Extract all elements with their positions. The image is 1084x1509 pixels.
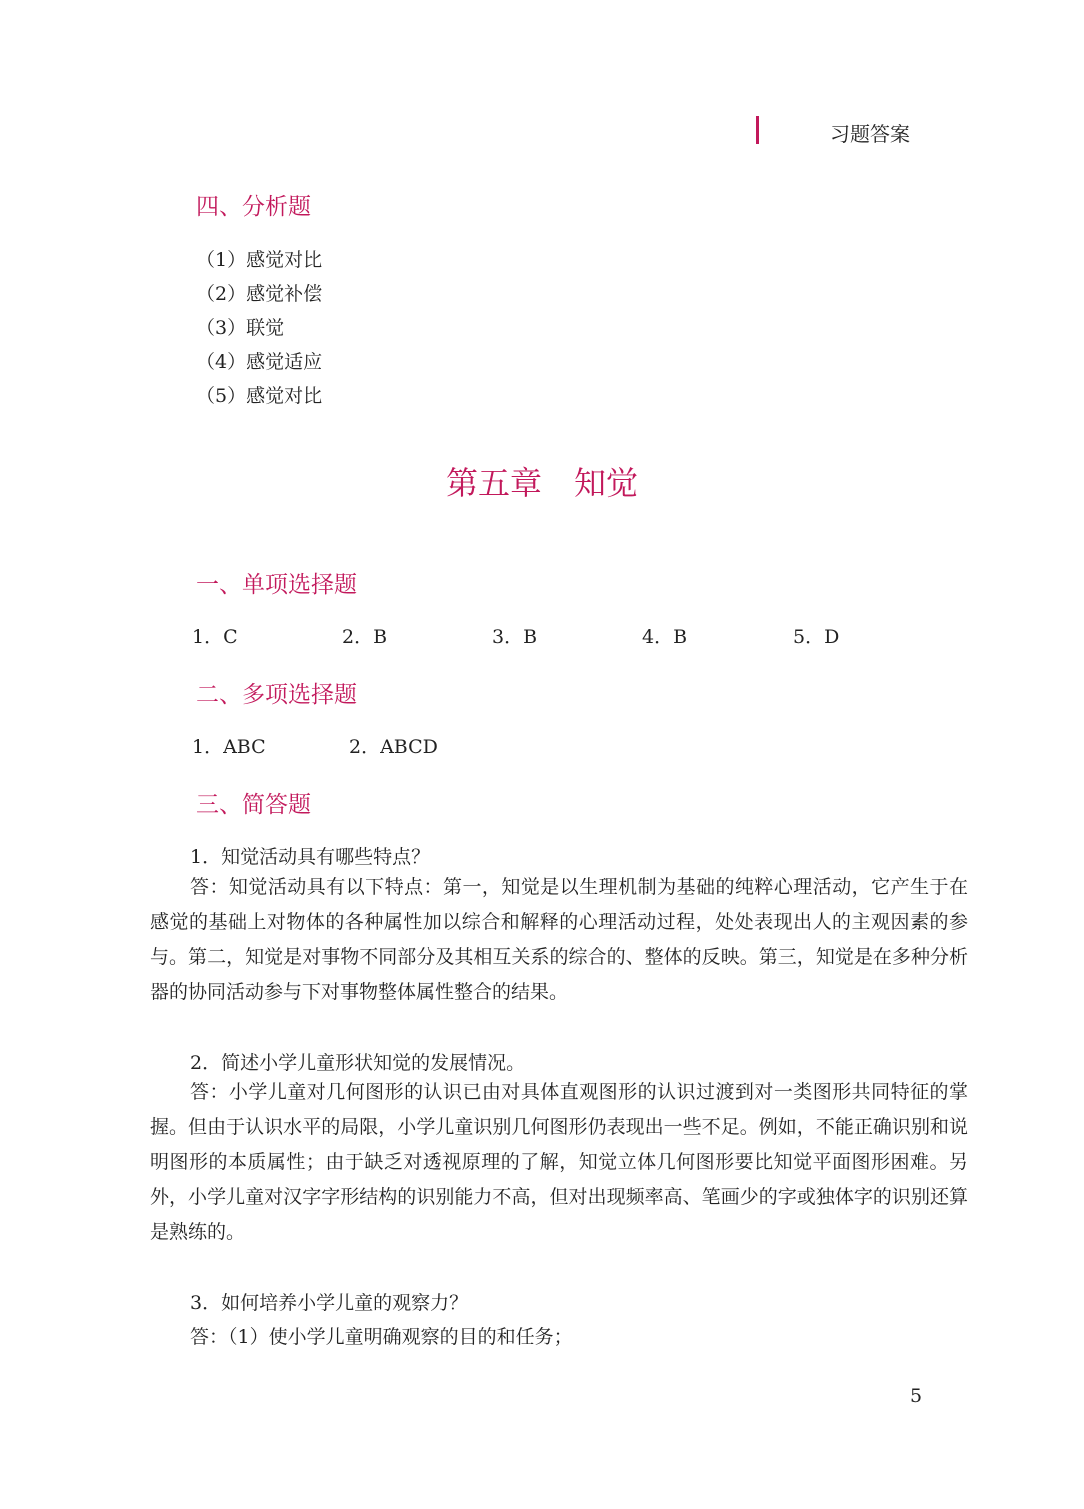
question-3: 3．如何培养小学儿童的观察力？	[190, 1292, 469, 1314]
single-choice-answer-2: 2．B	[342, 626, 388, 648]
analysis-answer-4: （4）感觉适应	[196, 351, 323, 373]
section-heading-analysis: 四、分析题	[196, 194, 311, 220]
single-choice-answer-1: 1．C	[192, 626, 238, 648]
single-choice-answer-4: 4．B	[642, 626, 688, 648]
section-heading-multi-choice: 二、多项选择题	[196, 682, 357, 708]
answer-1: 答：知觉活动具有以下特点：第一，知觉是以生理机制为基础的纯粹心理活动，它产生于在感觉的基础上对物体的各种属性加以综合和解释的心理活动过程，处处表现出人的主观因素的参与。第二，知觉是对事物不同部分及其相互关系的综合的、整体的反映。第三，知觉是在多种分析器的协同活动参与下对事物整体属性整合的结果。	[150, 876, 968, 1003]
chapter-title	[0, 458, 1084, 504]
single-choice-answer-3: 3．B	[492, 626, 538, 648]
header-accent-bar	[756, 116, 759, 144]
analysis-answer-3: （3）联觉	[196, 317, 285, 339]
chapter-name: 知觉	[574, 464, 639, 502]
analysis-answer-5: （5）感觉对比	[196, 385, 323, 407]
analysis-answer-2: （2）感觉补偿	[196, 283, 323, 305]
multi-choice-answer-1: 1．ABC	[192, 736, 266, 758]
analysis-answer-1: （1）感觉对比	[196, 249, 323, 271]
question-2: 2．简述小学儿童形状知觉的发展情况。	[190, 1052, 526, 1074]
section-heading-short-answer: 三、简答题	[196, 792, 311, 818]
question-1: 1．知觉活动具有哪些特点？	[190, 846, 431, 868]
chapter-number: 第五章	[445, 464, 542, 502]
section-heading-single-choice: 一、单项选择题	[196, 572, 357, 598]
running-header: 习题答案	[830, 122, 910, 146]
answer-2: 答：小学儿童对几何图形的认识已由对具体直观图形的认识过渡到对一类图形共同特征的掌握。但由于认识水平的局限，小学儿童识别几何图形仍表现出一些不足。例如，不能正确识别和说明图形的本质属性；由于缺乏对透视原理的了解，知觉立体几何图形要比知觉平面图形困难。另外，小学儿童对汉字字形结构的识别能力不高，但对出现频率高、笔画少的字或独体字的识别还算是熟练的。	[150, 1081, 968, 1243]
page-number: 5	[910, 1385, 923, 1407]
answer-3: 答：（1）使小学儿童明确观察的目的和任务；	[190, 1326, 573, 1348]
multi-choice-answer-2: 2．ABCD	[349, 736, 438, 758]
single-choice-answer-5: 5．D	[793, 626, 840, 648]
